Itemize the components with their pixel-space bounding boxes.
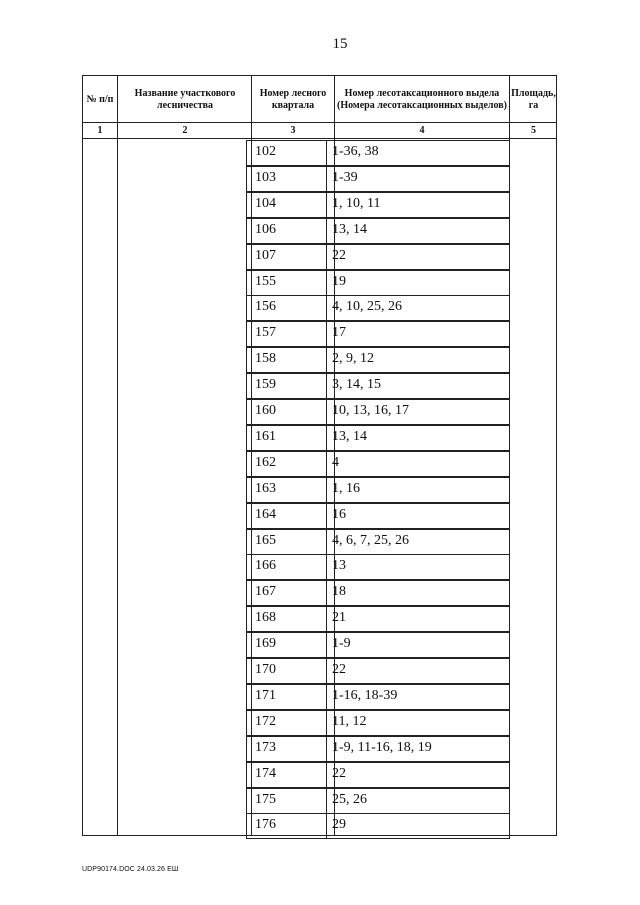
header-area: Площадь, га: [511, 88, 556, 111]
table-row: [246, 140, 510, 166]
vydel-number-cell: 19: [327, 270, 510, 296]
vydel-number-cell: 17: [327, 321, 510, 347]
table-row: [246, 710, 510, 736]
table-row: [246, 580, 510, 606]
quarter-number-cell: 167: [246, 580, 327, 606]
vydel-number-cell: 10, 13, 16, 17: [327, 399, 510, 425]
quarter-number-cell: 165: [246, 529, 327, 555]
table-row: [246, 658, 510, 684]
quarter-number-cell: 176: [246, 813, 327, 839]
vydel-number-cell: 11, 12: [327, 710, 510, 736]
quarter-number-cell: 168: [246, 606, 327, 632]
vydel-number-cell: 18: [327, 580, 510, 606]
column-number-3: 3: [290, 125, 296, 136]
footer-file-stamp: UDP90174.DOC 24.03.26 ЕШ: [82, 866, 179, 873]
vydel-number-cell: 1, 10, 11: [327, 192, 510, 218]
header-forestry-name: Название участкового лесничества: [134, 88, 236, 111]
vydel-number-cell: 22: [327, 658, 510, 684]
quarter-number-cell: 166: [246, 554, 327, 580]
quarter-number-cell: 174: [246, 762, 327, 788]
vydel-number-cell: 22: [327, 244, 510, 270]
table-row: [246, 788, 510, 814]
table-row: [246, 373, 510, 399]
header-quarter-number: Номер лесного квартала: [259, 88, 327, 111]
column-numbers-divider: [82, 138, 557, 139]
column-number-4: 4: [419, 125, 425, 136]
quarter-number-cell: 170: [246, 658, 327, 684]
quarter-number-cell: 162: [246, 451, 327, 477]
vydel-number-cell: 16: [327, 503, 510, 529]
column-divider: [117, 75, 118, 836]
table-row: [246, 477, 510, 503]
vydel-number-cell: 29: [327, 813, 510, 839]
header-vydel-number: Номер лесотаксационного выдела (Номера лесотаксационных выделов): [337, 88, 507, 111]
vydel-number-cell: 22: [327, 762, 510, 788]
quarter-number-cell: 161: [246, 425, 327, 451]
table-row: [246, 244, 510, 270]
table-row: [246, 399, 510, 425]
vydel-number-cell: 1-39: [327, 166, 510, 192]
table-row: [246, 295, 510, 321]
page-number: 15: [332, 36, 348, 52]
quarter-number-cell: 175: [246, 788, 327, 814]
table-row: [246, 762, 510, 788]
table-row: [246, 813, 510, 839]
quarter-number-cell: 169: [246, 632, 327, 658]
quarter-number-cell: 106: [246, 218, 327, 244]
vydel-number-cell: 4: [327, 451, 510, 477]
vydel-number-cell: 1-36, 38: [327, 140, 510, 166]
column-number-5: 5: [531, 125, 536, 136]
quarter-number-cell: 163: [246, 477, 327, 503]
table-row: [246, 736, 510, 762]
vydel-number-cell: 4, 6, 7, 25, 26: [327, 529, 510, 555]
table-row: [246, 166, 510, 192]
column-number-1: 1: [97, 125, 103, 136]
vydel-number-cell: 4, 10, 25, 26: [327, 295, 510, 321]
quarter-number-cell: 102: [246, 140, 327, 166]
vydel-number-cell: 13, 14: [327, 218, 510, 244]
table-row: [246, 192, 510, 218]
vydel-number-cell: 21: [327, 606, 510, 632]
vydel-number-cell: 3, 14, 15: [327, 373, 510, 399]
table-row: [246, 684, 510, 710]
table-row: [246, 503, 510, 529]
quarter-number-cell: 156: [246, 295, 327, 321]
vydel-number-cell: 13, 14: [327, 425, 510, 451]
table-row: [246, 606, 510, 632]
table-row: [246, 425, 510, 451]
table-row: [246, 347, 510, 373]
table-row: [246, 632, 510, 658]
vydel-number-cell: 1-9: [327, 632, 510, 658]
vydel-number-cell: 25, 26: [327, 788, 510, 814]
table-row: [246, 554, 510, 580]
column-number-2: 2: [182, 125, 188, 136]
table-row: [246, 529, 510, 555]
quarter-number-cell: 164: [246, 503, 327, 529]
quarter-number-cell: 160: [246, 399, 327, 425]
quarter-number-cell: 157: [246, 321, 327, 347]
quarter-number-cell: 159: [246, 373, 327, 399]
quarter-number-cell: 103: [246, 166, 327, 192]
table-row: [246, 270, 510, 296]
vydel-number-cell: 2, 9, 12: [327, 347, 510, 373]
quarter-number-cell: 158: [246, 347, 327, 373]
quarter-number-cell: 155: [246, 270, 327, 296]
vydel-number-cell: 1-9, 11-16, 18, 19: [327, 736, 510, 762]
quarter-number-cell: 107: [246, 244, 327, 270]
vydel-number-cell: 1, 16: [327, 477, 510, 503]
table-row: [246, 451, 510, 477]
quarter-number-cell: 104: [246, 192, 327, 218]
table-row: [246, 218, 510, 244]
quarter-number-cell: 172: [246, 710, 327, 736]
vydel-number-cell: 13: [327, 554, 510, 580]
quarter-number-cell: 171: [246, 684, 327, 710]
quarter-number-cell: 173: [246, 736, 327, 762]
table-row: [246, 321, 510, 347]
vydel-number-cell: 1-16, 18-39: [327, 684, 510, 710]
header-npp: № п/п: [86, 94, 114, 105]
